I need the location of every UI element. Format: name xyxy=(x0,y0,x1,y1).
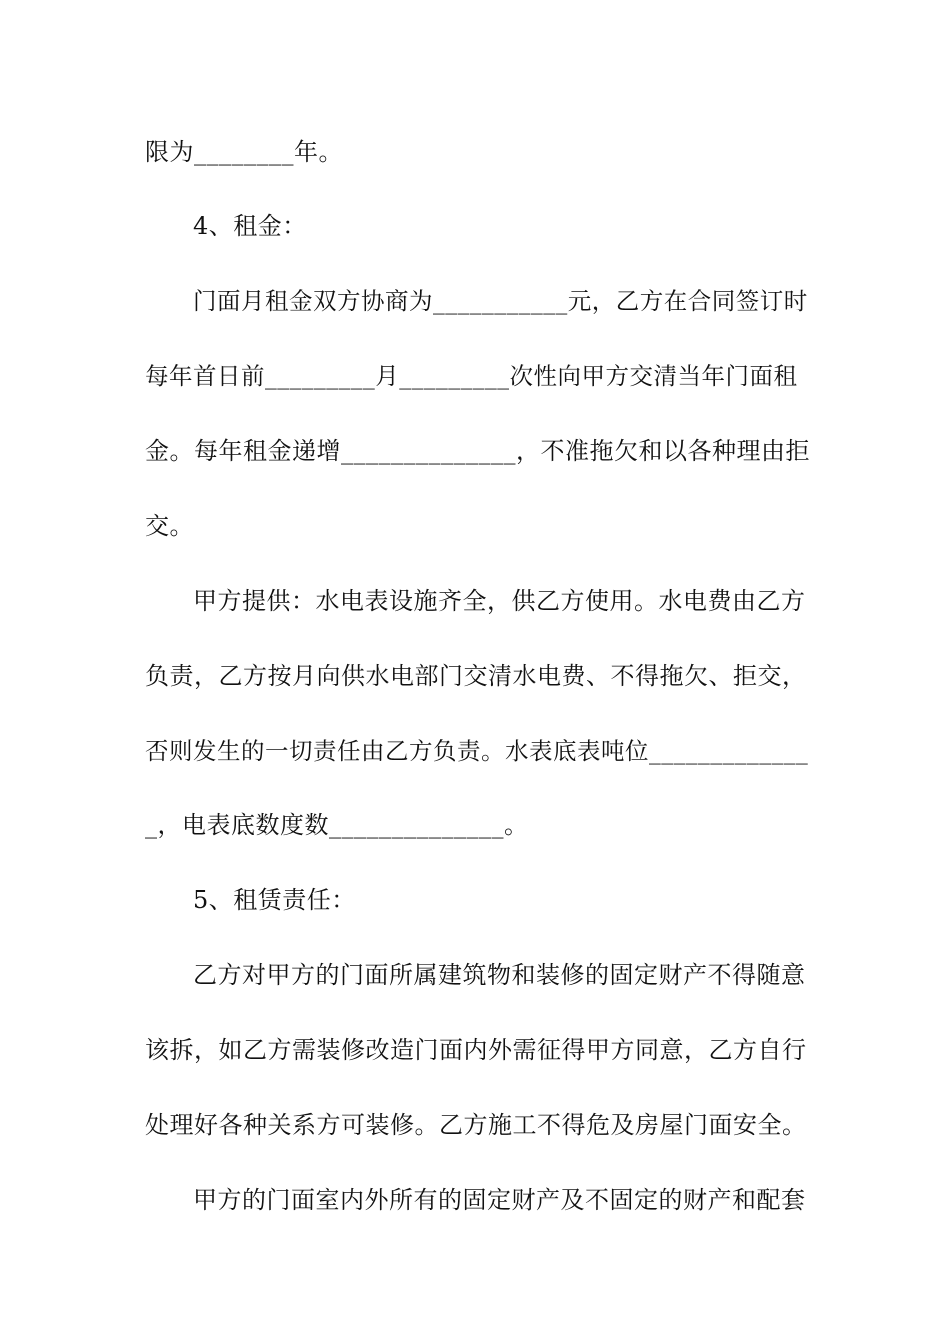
paragraph-line: 甲方提供：水电表设施齐全，供乙方使用。水电费由乙方 xyxy=(193,587,806,615)
paragraph-line: 金。每年租金递增______________，不准拖欠和以各种理由拒 xyxy=(145,437,810,465)
paragraph-line: _，电表底数度数______________。 xyxy=(145,811,529,839)
paragraph-line: 负责，乙方按月向供水电部门交清水电费、不得拖欠、拒交， xyxy=(145,662,807,690)
paragraph-line: 该拆，如乙方需装修改造门面内外需征得甲方同意，乙方自行 xyxy=(145,1036,807,1064)
paragraph-line: 交。 xyxy=(145,512,194,540)
paragraph-line: 甲方的门面室内外所有的固定财产及不固定的财产和配套 xyxy=(193,1186,806,1214)
paragraph-line: 处理好各种关系方可装修。乙方施工不得危及房屋门面安全。 xyxy=(145,1111,807,1139)
paragraph-line: 每年首日前_________月_________次性向甲方交清当年门面租 xyxy=(145,362,798,390)
section-heading-rent: 4、租金： xyxy=(193,212,307,240)
paragraph-line: 限为________年。 xyxy=(145,138,343,166)
section-heading-lease-responsibility: 5、租赁责任： xyxy=(193,886,356,914)
paragraph-line: 乙方对甲方的门面所属建筑物和装修的固定财产不得随意 xyxy=(193,961,806,989)
paragraph-line: 否则发生的一切责任由乙方负责。水表底表吨位_____________ xyxy=(145,737,809,765)
paragraph-line: 门面月租金双方协商为___________元，乙方在合同签订时 xyxy=(193,287,808,315)
